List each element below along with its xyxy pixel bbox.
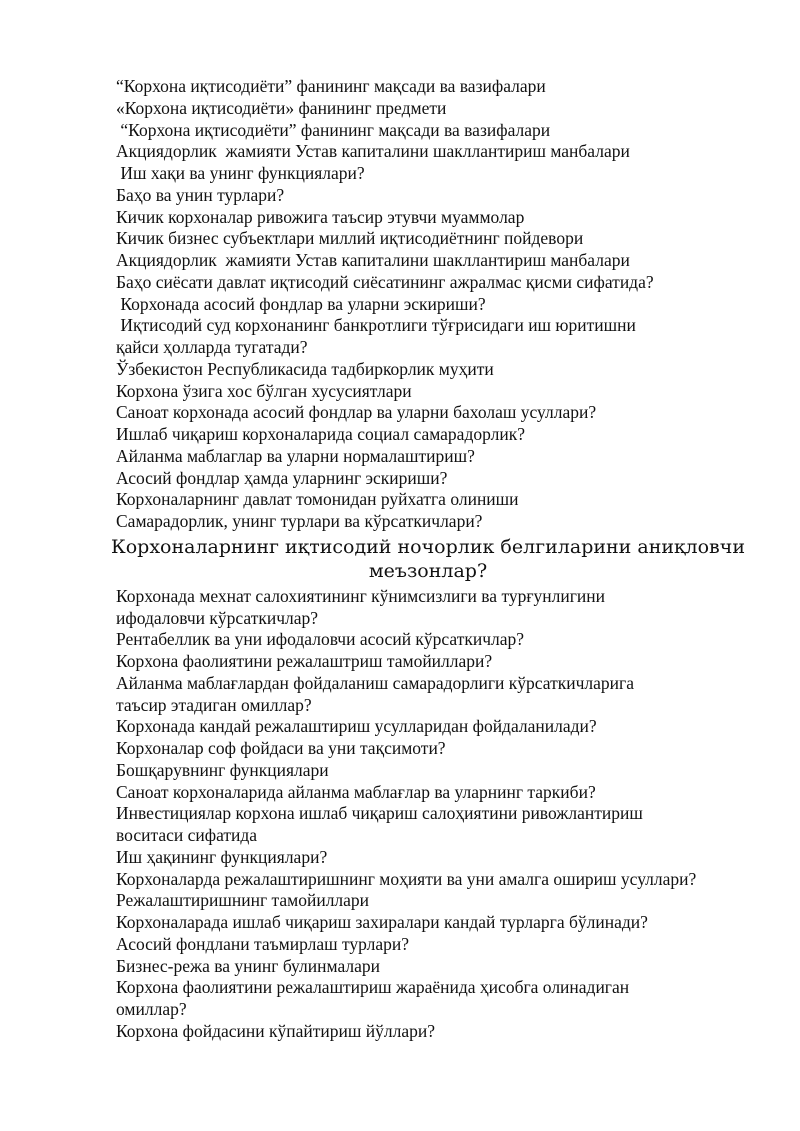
text-line: Корхонада асосий фондлар ва уларни эскириши? [116,293,486,314]
text-line: Корхона фойдасини кўпайтириш йўллари? [116,1020,435,1041]
text-line: Корхоналарада ишлаб чиқариш захиралари кандай турларга бўлинади? [116,912,648,932]
text-line: Бизнес-режа ва унинг булинмалари [116,955,380,976]
text-line: “Корхона иқтисодиёти” фанининг мақсади ва вазифалари [116,119,551,140]
text-line: Айланма маблаглар ва уларни нормалаштириш? [116,445,475,466]
heading-line-2: меъзонлар? [368,559,488,582]
text-line: Корхона фаолиятини режалаштриш тамойиллари? [116,651,493,671]
text-line: Корхоналар соф фойдаси ва уни тақсимоти? [116,738,446,758]
text-line: Баҳо сиёсати давлат иқтисодий сиёсатининг ажралмас қисми сифатида? [116,271,654,292]
section-heading [108,535,748,583]
text-line: Саноат корхонада асосий фондлар ва уларни бахолаш усуллари? [116,402,597,423]
text-line: воситаси сифатида [116,825,258,845]
text-line: Саноат корхоналарида айланма маблағлар ва уларнинг таркиби? [116,781,596,802]
text-line: Бошқарувнинг функциялари [116,759,329,780]
text-line: Кичик корхоналар ривожига таъсир этувчи муаммолар [116,206,525,227]
text-line: ифодаловчи кўрсаткичлар? [116,607,319,628]
text-line: таъсир этадиган омиллар? [116,694,312,715]
text-line: Корхона фаолиятини режалаштириш жараёнида ҳисобга олинадиган [116,977,630,998]
text-line: Самарадорлик, унинг турлари ва кўрсаткичлари? [116,511,483,531]
text-line: Кичик бизнес субъектлари миллий иқтисодиётнинг пойдевори [116,228,584,249]
question-list-bottom [116,586,756,1043]
text-line: Асосий фондлар ҳамда уларнинг эскириши? [116,467,448,488]
text-line: омиллар? [116,999,187,1019]
text-line: Корхонада мехнат салохиятининг кўнимсизлиги ва турғунлигини [116,585,606,606]
text-line: Режалаштиришнинг тамойиллари [116,890,370,911]
text-line: «Корхона иқтисодиёти» фанининг предмети [116,97,447,118]
text-line: Корхоналарда режалаштиришнинг моҳияти ва уни амалга ошириш усуллари? [116,868,697,889]
heading-line-1: Корхоналарнинг иқтисодий ночорлик белгиларини аниқловчи [111,535,745,558]
text-line: Корхоналарнинг давлат томонидан руйхатга олиниши [116,489,519,510]
text-line: Корхонада кандай режалаштириш усулларидан фойдаланилади? [116,716,597,737]
text-line: Рентабеллик ва уни ифодаловчи асосий кўрсаткичлар? [116,629,525,650]
document-page [111,76,756,1043]
text-line: Баҳо ва унин турлари? [116,184,285,205]
text-line: Айланма маблағлардан фойдаланиш самарадорлиги кўрсаткичларига [116,672,634,693]
text-line: Иш хақи ва унинг функциялари? [116,163,365,183]
text-line: қайси ҳолларда тугатади? [116,337,308,357]
text-line: Иқтисодий суд корхонанинг банкротлиги тўғрисидаги иш юритишни [116,315,636,336]
text-line: Ўзбекистон Республикасида тадбиркорлик муҳити [116,358,494,379]
text-line: Корхона ўзига хос бўлган хусусиятлари [116,380,412,401]
text-line: Акциядорлик жамияти Устав капиталини шакллантириш манбалари [116,141,630,162]
text-line: Ишлаб чиқариш корхоналарида социал самарадорлик? [116,424,525,444]
text-line: Инвестициялар корхона ишлаб чиқариш салоҳиятини ривожлантириш [116,803,643,824]
text-line: “Корхона иқтисодиёти” фанининг мақсади ва вазифалари [116,76,546,96]
text-line: Асосий фондлани таъмирлаш турлари? [116,933,410,954]
text-line: Акциядорлик жамияти Устав капиталини шакллантириш манбалари [116,250,630,270]
question-list-top [116,76,756,533]
text-line: Иш ҳақининг функциялари? [116,846,328,867]
